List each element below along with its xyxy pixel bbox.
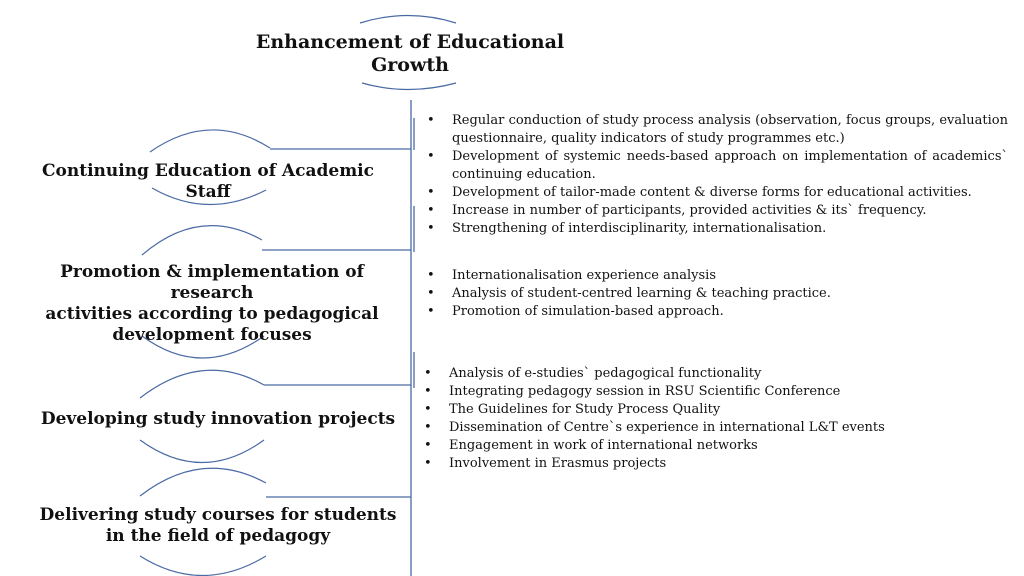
bullet-item: • Regular conduction of study process analysis (observation, focus groups, evaluation questionnaire, quality indicators of study programmes etc.): [426, 112, 1008, 148]
node4-line-2: in the field of pedagogy: [105, 526, 331, 546]
node3-line-1: Developing study innovation projects: [40, 409, 396, 429]
node2-line-3: development focuses: [112, 325, 312, 345]
title-top-arc: [360, 16, 456, 24]
node-study-courses: [20, 505, 416, 547]
bullet-group-2: [426, 267, 1008, 321]
bullet-item: • Integrating pedagogy session in RSU Scientific Conference: [423, 383, 1008, 401]
bullet-group-3: [423, 365, 1008, 473]
node4-bottom-arc: [140, 556, 266, 576]
bullet-item: • Involvement in Erasmus projects: [423, 455, 1008, 473]
bullet-item: • Development of systemic needs-based approach on implementation of academics` continuing education.: [426, 148, 1008, 184]
node4-top-arc: [140, 468, 266, 496]
diagram-title: [255, 31, 565, 77]
bullet-item: • Development of tailor-made content & diverse forms for educational activities.: [426, 184, 1008, 202]
bullet-item: • Analysis of e-studies` pedagogical functionality: [423, 365, 1008, 383]
title-bottom-arc: [362, 83, 456, 90]
bullet-item: • Engagement in work of international networks: [423, 437, 1008, 455]
node-continuing-education: [20, 161, 396, 203]
bullet-item: • Analysis of student-centred learning & teaching practice.: [426, 285, 1008, 303]
title-line-1: Enhancement of Educational: [255, 31, 565, 53]
node2-line-1: Promotion & implementation of research: [60, 262, 364, 303]
node3-top-arc: [140, 370, 264, 398]
bullet-group-1: [426, 112, 1008, 238]
node1-line-1: Continuing Education of Academic Staff: [41, 161, 374, 202]
node3-bottom-arc: [140, 440, 264, 463]
bullet-item: • Promotion of simulation-based approach.: [426, 303, 1008, 321]
node-innovation-projects: [20, 409, 416, 430]
bullet-item: • The Guidelines for Study Process Quality: [423, 401, 1008, 419]
node2-line-2: activities according to pedagogical: [45, 304, 379, 324]
title-line-2: Growth: [371, 54, 449, 76]
node4-line-1: Delivering study courses for students: [39, 505, 397, 525]
bullet-item: • Internationalisation experience analysis: [426, 267, 1008, 285]
node2-top-arc: [142, 226, 262, 255]
node1-top-arc: [150, 130, 270, 152]
bullet-item: • Increase in number of participants, provided activities & its` frequency.: [426, 202, 1008, 220]
bullet-item: • Dissemination of Centre`s experience in international L&T events: [423, 419, 1008, 437]
node-research-promotion: [20, 262, 404, 346]
bullet-item: • Strengthening of interdisciplinarity, internationalisation.: [426, 220, 1008, 238]
